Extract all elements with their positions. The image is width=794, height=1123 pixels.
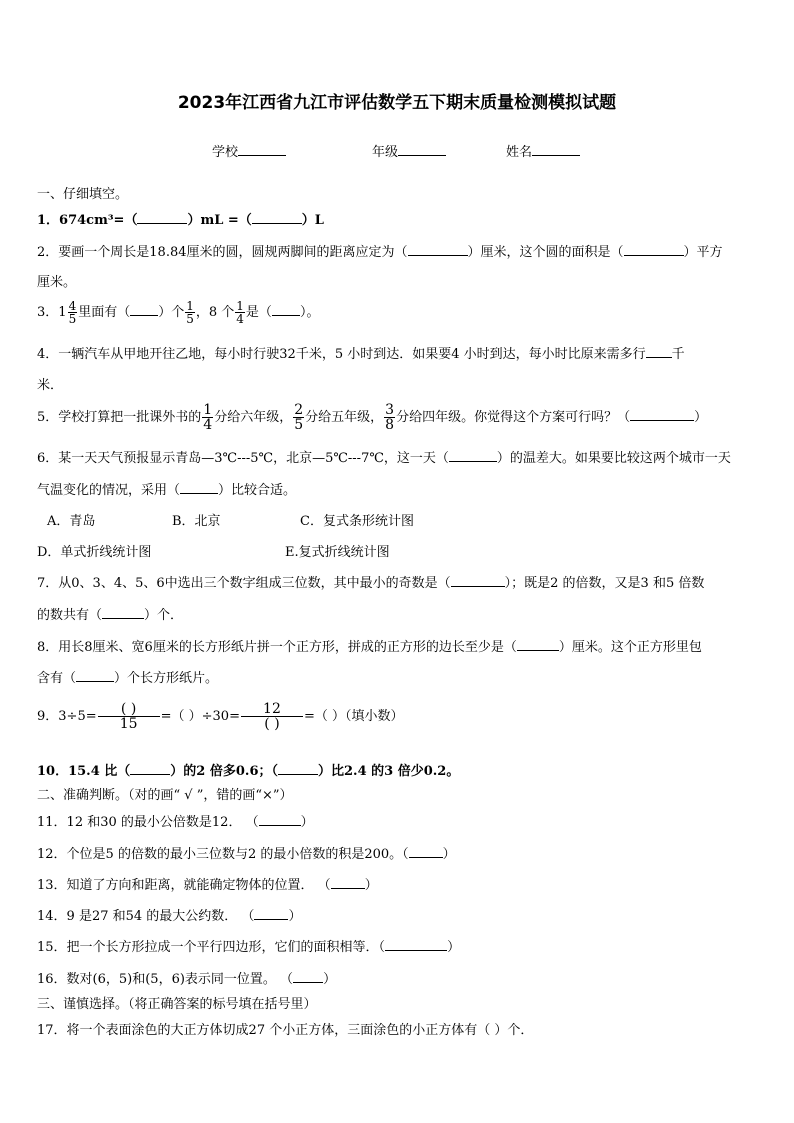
q5-blank[interactable] xyxy=(630,406,694,421)
q6-text-a: 某一天天气预报显示青岛—3℃---5℃，北京—5℃---7℃，这一天（ xyxy=(58,451,449,466)
question-16 xyxy=(37,968,336,987)
q3-fraction-2: $\frac{1}{5}$ xyxy=(186,299,194,326)
q3-whole: 1 xyxy=(58,305,67,320)
q7-text-b: ）；既是2 的倍数，又是3 和5 倍数 xyxy=(504,576,705,591)
q3-number: 3． xyxy=(37,305,59,320)
section-3-heading: 三、谨慎选择。（将正确答案的标号填在括号里） xyxy=(37,997,317,1012)
name-field xyxy=(506,141,580,160)
q1-blank-2[interactable] xyxy=(252,209,302,224)
q4-text-b: 千 xyxy=(671,347,685,362)
q9-text-a: 3÷5= xyxy=(58,709,97,724)
q3-blank-1[interactable] xyxy=(130,301,158,316)
q6-option-a[interactable]: A．青岛 xyxy=(47,514,96,529)
q1-text-c: ）L xyxy=(301,213,324,228)
name-blank[interactable] xyxy=(532,141,580,156)
q11-text-a: 12 和30 的最小公倍数是12． （ xyxy=(66,815,259,830)
q16-text-a: 数对(6，5)和(5，6)表示同一位置。 （ xyxy=(66,972,294,987)
q6-text-c: 气温变化的情况，采用（ xyxy=(37,483,181,498)
q4-number: 4． xyxy=(37,347,59,362)
q9-text-b: =（ ）÷30= xyxy=(160,709,240,724)
q10-text-b: ）的2 倍多0.6；（ xyxy=(170,764,278,779)
question-7-cont xyxy=(37,604,183,623)
question-5 xyxy=(37,403,707,432)
question-14 xyxy=(37,905,301,924)
q6-option-c[interactable]: C．复式条形统计图 xyxy=(300,514,414,529)
question-1 xyxy=(37,209,324,228)
q5-text-d: 分给四年级。你觉得这个方案可行吗？（ xyxy=(396,410,631,425)
q5-fraction-3: $\frac{3}{8}$ xyxy=(385,402,395,433)
q9-number: 9． xyxy=(37,709,59,724)
q17-text-a: 将一个表面涂色的大正方体切成27 个小正方体，三面涂色的小正方体有（ ）个． xyxy=(66,1023,534,1038)
question-4 xyxy=(37,343,685,362)
question-7 xyxy=(37,572,704,591)
q15-blank[interactable] xyxy=(385,936,447,951)
q14-text-b: ） xyxy=(288,909,302,924)
question-13 xyxy=(37,874,378,893)
question-10 xyxy=(37,760,459,779)
q12-number: 12． xyxy=(37,847,67,862)
q5-fraction-2: $\frac{2}{5}$ xyxy=(294,402,304,433)
q15-text-b: ） xyxy=(447,940,461,955)
q2-blank-2[interactable] xyxy=(624,241,684,256)
grade-blank[interactable] xyxy=(398,141,446,156)
q4-text-a: 一辆汽车从甲地开往乙地，每小时行驶32千米，5 小时到达．如果要4 小时到达，每小时比原来需多行 xyxy=(58,347,646,362)
q6-option-e[interactable]: E.复式折线统计图 xyxy=(285,545,390,560)
q13-number: 13． xyxy=(37,878,67,893)
question-6 xyxy=(37,447,731,466)
q7-text-d: ）个． xyxy=(144,608,184,623)
q7-text-c: 的数共有（ xyxy=(37,608,103,623)
q16-number: 16． xyxy=(37,972,67,987)
q12-text-b: ） xyxy=(442,847,456,862)
q11-blank[interactable] xyxy=(259,811,301,826)
q6-blank-2[interactable] xyxy=(180,479,218,494)
q3-text-b: ）个 xyxy=(158,305,185,320)
q14-number: 14． xyxy=(37,909,67,924)
question-2 xyxy=(37,241,723,260)
q3-text-d: 是（ xyxy=(245,305,272,320)
q5-text-c: 分给五年级， xyxy=(305,410,384,425)
grade-label: 年级 xyxy=(372,145,399,160)
q12-text-a: 个位是5 的倍数的最小三位数与2 的最小倍数的积是200。（ xyxy=(66,847,409,862)
q9-fraction-1: $\frac{( )}{15}$ xyxy=(98,702,160,731)
q3-text-c: ，8 个 xyxy=(195,305,235,320)
q10-text-c: ）比2.4 的3 倍少0.2。 xyxy=(318,764,460,779)
q2-text-c: ）平方 xyxy=(683,245,723,260)
q15-number: 15． xyxy=(37,940,67,955)
question-4-cont: 米． xyxy=(37,378,64,393)
q8-text-d: ）个长方形纸片。 xyxy=(114,671,219,686)
q5-text-e: ） xyxy=(694,410,708,425)
q14-text-a: 9 是27 和54 的最大公约数． （ xyxy=(66,909,255,924)
q7-blank-2[interactable] xyxy=(102,604,144,619)
question-3 xyxy=(37,300,319,325)
q6-text-b: ）的温差大。如果要比较这两个城市一天 xyxy=(496,451,731,466)
q2-text-b: ）厘米，这个圆的面积是（ xyxy=(467,245,624,260)
question-12 xyxy=(37,843,456,862)
q6-text-d: ）比较合适。 xyxy=(218,483,297,498)
q3-text-e: ）。 xyxy=(299,305,320,320)
q13-text-b: ） xyxy=(364,878,378,893)
q11-text-b: ） xyxy=(300,815,314,830)
school-blank[interactable] xyxy=(238,141,286,156)
question-15 xyxy=(37,936,460,955)
q8-text-b: ）厘米。这个正方形里包 xyxy=(558,640,702,655)
q8-text-c: 含有（ xyxy=(37,671,77,686)
q7-blank-1[interactable] xyxy=(451,572,505,587)
q12-blank[interactable] xyxy=(409,843,443,858)
q9-fraction-2: $\frac{12}{( )}$ xyxy=(241,702,303,731)
question-9 xyxy=(37,702,404,731)
q11-number: 11． xyxy=(37,815,67,830)
school-field xyxy=(212,141,286,160)
q10-number: 10． xyxy=(37,764,69,779)
q7-text-a: 从0、3、4、5、6中选出三个数字组成三位数，其中最小的奇数是（ xyxy=(58,576,451,591)
q2-number: 2． xyxy=(37,245,59,260)
question-8 xyxy=(37,636,702,655)
q3-fraction-1: $\frac{4}{5}$ xyxy=(68,299,77,326)
q14-blank[interactable] xyxy=(254,905,288,920)
q16-blank[interactable] xyxy=(293,968,323,983)
q5-text-a: 学校打算把一批课外书的 xyxy=(58,410,202,425)
page-title: 2023年江西省九江市评估数学五下期末质量检测模拟试题 xyxy=(177,93,617,113)
grade-field xyxy=(372,141,446,160)
question-11 xyxy=(37,811,314,830)
name-label: 姓名 xyxy=(506,145,533,160)
q9-text-c: =（ ）（填小数） xyxy=(303,709,404,724)
q2-blank-1[interactable] xyxy=(408,241,468,256)
q16-text-b: ） xyxy=(323,972,337,987)
section-2-heading: 二、准确判断。（对的画“ √ ”，错的画“×”） xyxy=(37,788,293,803)
q2-text-a: 要画一个周长是18.84厘米的圆，圆规两脚间的距离应定为（ xyxy=(58,245,408,260)
q6-option-b[interactable]: B．北京 xyxy=(172,514,221,529)
q1-text-a: 674cm³=（ xyxy=(59,213,138,228)
q5-text-b: 分给六年级， xyxy=(214,410,293,425)
q10-blank-2[interactable] xyxy=(278,760,318,775)
section-1-heading: 一、仔细填空。 xyxy=(37,187,129,202)
q6-blank-1[interactable] xyxy=(449,447,497,462)
q5-number: 5． xyxy=(37,410,59,425)
q8-text-a: 用长8厘米、宽6厘米的长方形纸片拼一个正方形，拼成的正方形的边长至少是（ xyxy=(58,640,517,655)
q17-number: 17． xyxy=(37,1023,67,1038)
question-8-cont xyxy=(37,667,218,686)
q10-text-a: 15.4 比（ xyxy=(68,764,131,779)
q7-number: 7． xyxy=(37,576,59,591)
q1-text-b: ）mL =（ xyxy=(187,213,252,228)
q6-option-d[interactable]: D．单式折线统计图 xyxy=(37,545,152,560)
question-17 xyxy=(37,1019,533,1038)
q5-fraction-1: $\frac{1}{4}$ xyxy=(203,402,213,433)
q15-text-a: 把一个长方形拉成一个平行四边形，它们的面积相等．（ xyxy=(66,940,386,955)
q8-number: 8． xyxy=(37,640,59,655)
question-2-cont: 厘米。 xyxy=(37,275,77,290)
q8-blank-2[interactable] xyxy=(76,667,114,682)
q4-blank[interactable] xyxy=(646,343,672,358)
q13-blank[interactable] xyxy=(331,874,365,889)
q1-number: 1． xyxy=(37,213,60,228)
q3-fraction-3: $\frac{1}{4}$ xyxy=(236,299,244,326)
q3-text-a: 里面有（ xyxy=(78,305,131,320)
question-6-cont xyxy=(37,479,296,498)
school-label: 学校 xyxy=(212,145,239,160)
q1-blank-1[interactable] xyxy=(137,209,187,224)
q3-blank-2[interactable] xyxy=(272,301,300,316)
q10-blank-1[interactable] xyxy=(130,760,170,775)
q13-text-a: 知道了方向和距离，就能确定物体的位置． （ xyxy=(66,878,331,893)
q6-number: 6． xyxy=(37,451,59,466)
q8-blank-1[interactable] xyxy=(517,636,559,651)
